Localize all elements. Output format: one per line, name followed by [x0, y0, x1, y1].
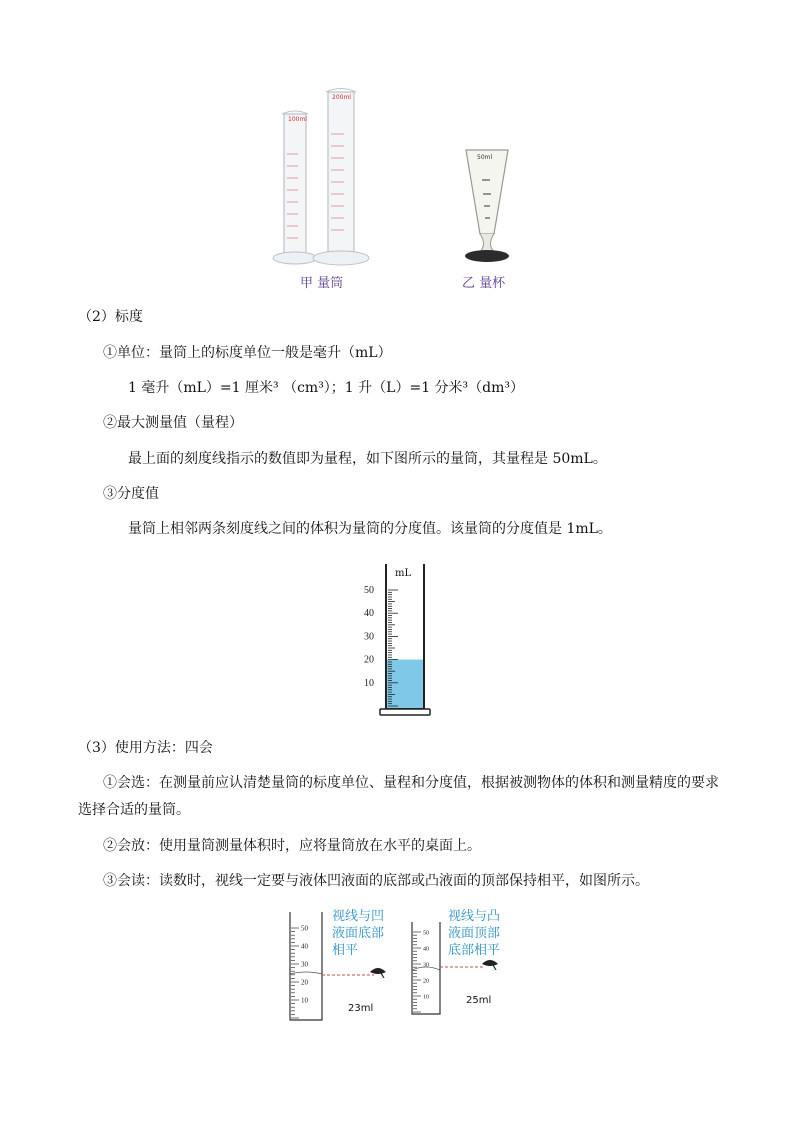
caption-cup: 乙 量杯	[462, 276, 506, 291]
caption-cylinder: 甲 量筒	[300, 276, 344, 291]
section2-heading: （2）标度	[78, 309, 143, 325]
reading-tick-label: 10	[423, 994, 429, 1001]
reading-tick-label: 50	[301, 924, 308, 933]
right-reading-note: 视线与凸 液面顶部 底部相平	[448, 909, 501, 958]
section3-heading: （3）使用方法：四会	[78, 740, 213, 756]
section3-item1-line1: ①会选：在测量前应认清楚量筒的标度单位、量程和分度值，根据被测物体的体积和测量精度的要求	[103, 775, 719, 791]
section2-item2-title: ②最大测量值（量程）	[103, 415, 243, 431]
reading-tick-label: 50	[423, 930, 429, 937]
reading-tick-label: 30	[423, 962, 429, 969]
cylinder-tick-label: 30	[364, 631, 374, 643]
reading-tick-label: 20	[301, 978, 308, 987]
liquid-fill	[387, 660, 423, 708]
cylinders-photo	[270, 84, 530, 274]
section3-item3: ③会读：读数时，视线一定要与液体凹液面的底部或凸液面的顶部保持相平，如图所示。	[103, 873, 649, 889]
section2-item2-text: 最上面的刻度线指示的数值即为量程，如下图所示的量筒，其量程是 50mL。	[128, 451, 607, 467]
eye-icon	[482, 960, 498, 970]
reading-tick-label: 20	[423, 978, 429, 985]
section3-item1-line2: 选择合适的量筒。	[78, 802, 190, 818]
beaker-label: 50ml	[477, 154, 493, 161]
cylinder-unit-label: mL	[395, 568, 412, 579]
left-reading-value: 23ml	[348, 1003, 374, 1014]
large-cylinder-label: 200ml	[332, 94, 351, 101]
reading-tick-label: 40	[423, 946, 429, 953]
large-cylinder-icon	[313, 89, 369, 266]
cylinder-tick-label: 20	[364, 654, 374, 666]
small-cylinder-icon	[273, 111, 317, 264]
cylinder-tick-label: 40	[364, 608, 374, 620]
small-cylinder-label: 100ml	[288, 116, 307, 123]
section3-item2: ②会放：使用量筒测量体积时，应将量筒放在水平的桌面上。	[103, 838, 481, 854]
reading-tick-label: 10	[301, 996, 308, 1005]
cylinder-tick-label: 10	[364, 677, 374, 689]
section2-item3-title: ③分度值	[103, 486, 159, 502]
section2-item3-text: 量筒上相邻两条刻度线之间的体积为量筒的分度值。该量筒的分度值是 1mL。	[128, 521, 612, 537]
section2-item1-text: 1 毫升（mL）=1 厘米³ （cm³）；1 升（L）=1 分米³（dm³）	[128, 380, 525, 396]
cylinder-tick-label: 50	[364, 585, 374, 596]
measuring-cup-icon	[465, 150, 509, 262]
reading-tick-label: 40	[301, 942, 308, 951]
measuring-cylinder-figure	[362, 560, 442, 720]
section2-item1-title: ①单位：量筒上的标度单位一般是毫升（mL）	[103, 345, 392, 361]
reading-tick-label: 30	[301, 960, 308, 969]
left-reading-note: 视线与凹 液面底部 相平	[332, 909, 385, 958]
right-reading-value: 25ml	[466, 995, 492, 1006]
eye-icon	[370, 968, 386, 978]
